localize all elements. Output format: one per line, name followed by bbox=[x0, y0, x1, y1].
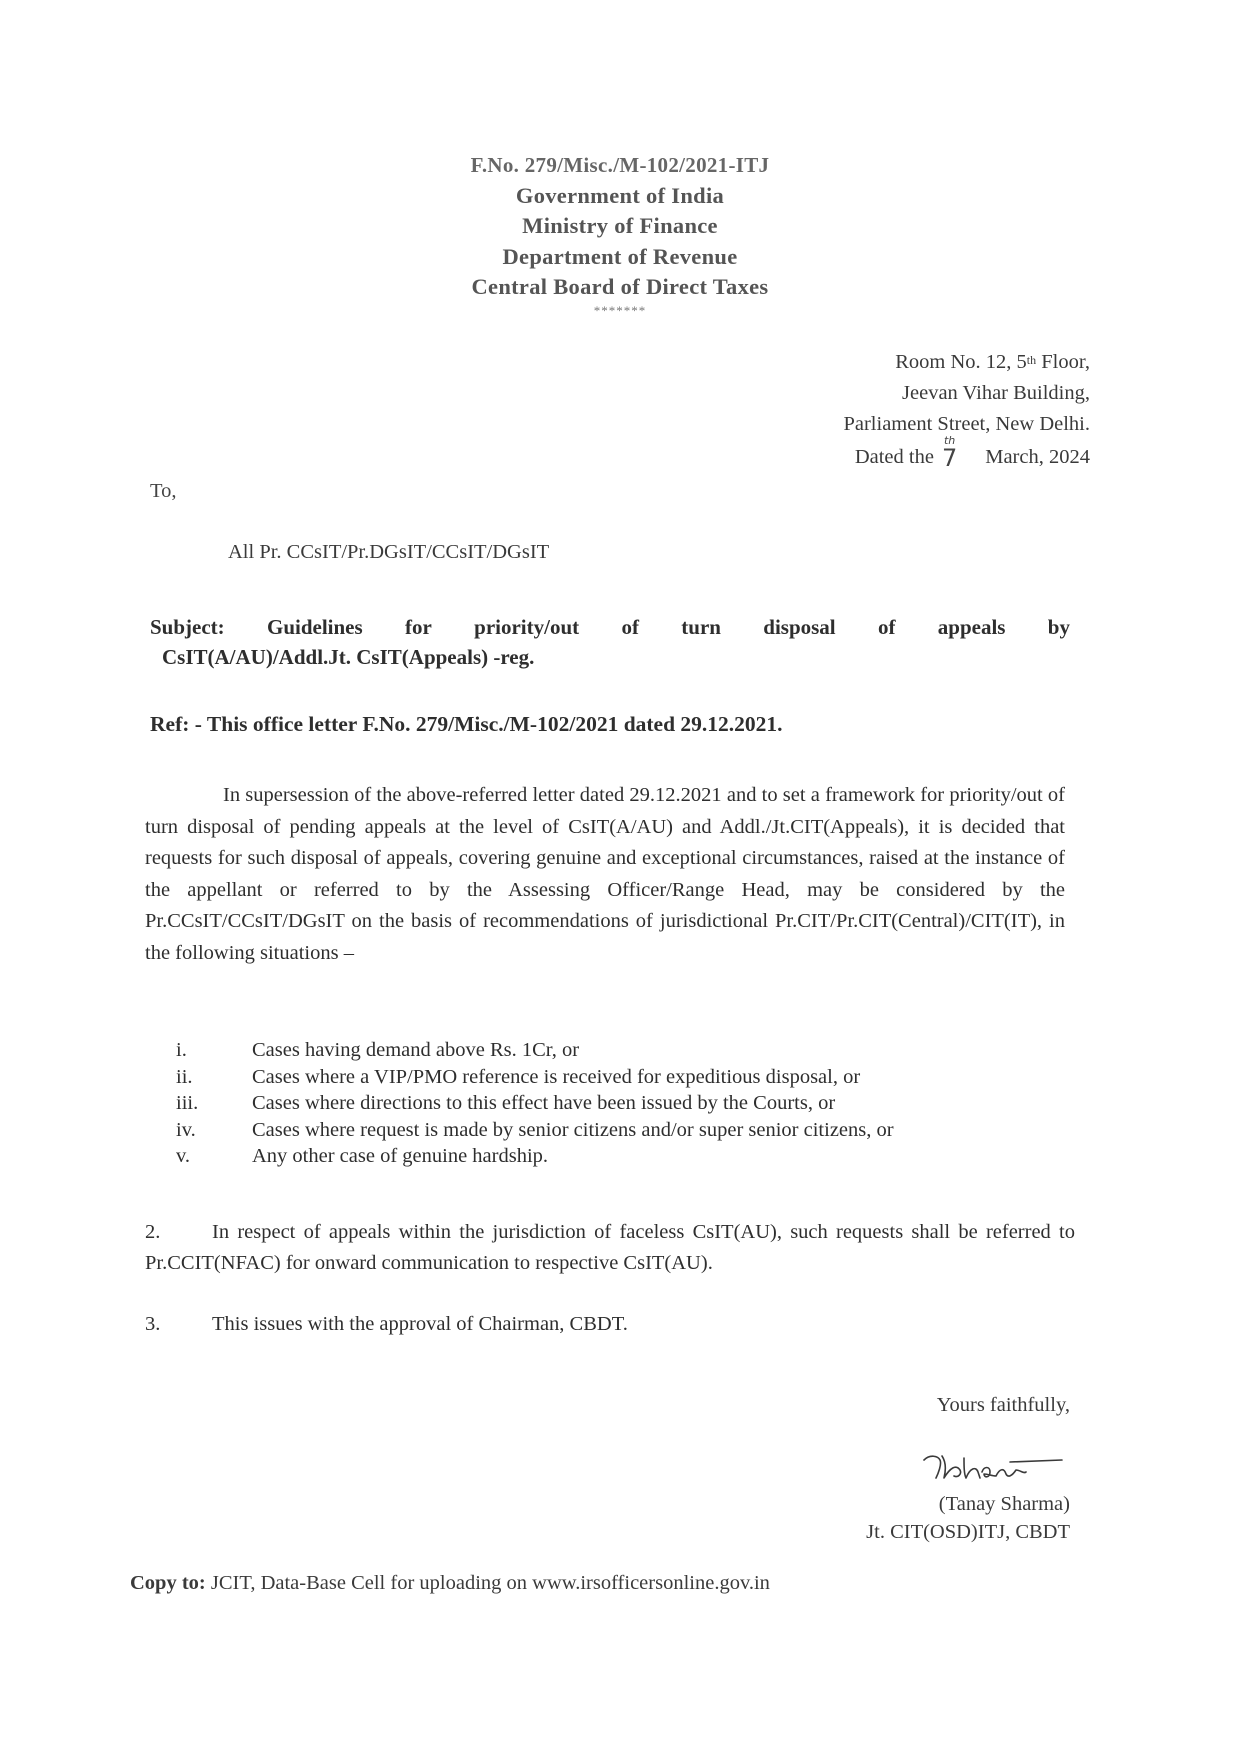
list-item-text: Cases where a VIP/PMO reference is received for expeditious disposal, or bbox=[252, 1065, 861, 1088]
subject-word: by bbox=[1047, 615, 1070, 639]
department-title: Department of Revenue bbox=[502, 243, 738, 269]
list-item bbox=[176, 1037, 1076, 1064]
paragraph-1 bbox=[145, 780, 1065, 969]
subject-word: turn bbox=[681, 615, 721, 639]
office-address bbox=[843, 347, 1090, 473]
copy-to-label: Copy to: bbox=[130, 1572, 206, 1594]
list-item-number: iv. bbox=[176, 1118, 196, 1141]
list-item-number: iii. bbox=[176, 1092, 199, 1114]
date-prefix: Dated the bbox=[854, 446, 934, 468]
subject-word: for bbox=[405, 615, 432, 639]
subject-word: of bbox=[621, 615, 639, 639]
paragraph-2 bbox=[145, 1217, 1075, 1279]
subject-line-1 bbox=[150, 612, 1070, 642]
list-item bbox=[176, 1143, 1076, 1170]
floor-superscript: th bbox=[1026, 353, 1037, 367]
subject-word: appeals bbox=[937, 615, 1006, 639]
date-line bbox=[843, 434, 1090, 473]
signature-icon bbox=[920, 1448, 1070, 1488]
list-item-number: ii. bbox=[176, 1065, 193, 1088]
paragraph-2-number: 2. bbox=[145, 1221, 161, 1243]
address-line-3: Parliament Street, New Delhi. bbox=[843, 413, 1090, 435]
recipients: All Pr. CCsIT/Pr.DGsIT/CCsIT/DGsIT bbox=[228, 541, 550, 563]
list-item-text: Cases where directions to this effect have been issued by the Courts, or bbox=[252, 1092, 836, 1114]
paragraph-3 bbox=[145, 1313, 628, 1336]
subject-word: of bbox=[877, 615, 896, 639]
handwritten-date bbox=[941, 434, 958, 474]
signatory-name: (Tanay Sharma) bbox=[938, 1493, 1070, 1515]
ministry-title: Ministry of Finance bbox=[522, 213, 718, 238]
copy-to-text: JCIT, Data-Base Cell for uploading on www.irsofficersonline.gov.in bbox=[205, 1572, 770, 1594]
address-floor: Floor, bbox=[1036, 351, 1090, 373]
paragraph-3-number: 3. bbox=[145, 1313, 161, 1335]
subject-word: priority/out bbox=[474, 615, 580, 639]
signatory-designation: Jt. CIT(OSD)ITJ, CBDT bbox=[866, 1521, 1070, 1543]
board-title: Central Board of Direct Taxes bbox=[471, 274, 769, 299]
address-line-1 bbox=[843, 347, 1090, 378]
subject bbox=[150, 612, 1070, 672]
subject-line-2: CsIT(A/AU)/Addl.Jt. CsIT(Appeals) -reg. bbox=[162, 645, 535, 669]
address-line-2: Jeevan Vihar Building, bbox=[902, 382, 1090, 404]
file-number: F.No. 279/Misc./M-102/2021-ITJ bbox=[470, 153, 770, 177]
letterhead bbox=[0, 150, 1240, 319]
government-title: Government of India bbox=[515, 182, 725, 208]
signatory bbox=[866, 1490, 1070, 1546]
reference: Ref: - This office letter F.No. 279/Misc./M-102/2021 dated 29.12.2021. bbox=[150, 712, 783, 736]
handwritten-date-day: 7 bbox=[941, 444, 958, 472]
paragraph-2-text: In respect of appeals within the jurisdiction of faceless CsIT(AU), such requests shall be referred to Pr.CCIT(NFAC) for onward communication to respective CsIT(AU). bbox=[145, 1221, 1075, 1274]
list-item-number: i. bbox=[176, 1039, 187, 1061]
paragraph-3-text: This issues with the approval of Chairman, CBDT. bbox=[212, 1313, 628, 1335]
list-item bbox=[176, 1064, 1076, 1091]
closing: Yours faithfully, bbox=[936, 1394, 1070, 1416]
date-month-year: March, 2024 bbox=[985, 446, 1090, 468]
list-item-text: Any other case of genuine hardship. bbox=[252, 1145, 549, 1167]
list-item bbox=[176, 1090, 1076, 1117]
separator: ******* bbox=[593, 302, 647, 318]
list-item-text: Cases having demand above Rs. 1Cr, or bbox=[252, 1039, 580, 1061]
list-item-number: v. bbox=[176, 1145, 191, 1167]
situations-list bbox=[176, 1037, 1076, 1170]
paragraph-1-text: In supersession of the above-referred letter dated 29.12.2021 and to set a framework for priority/out of turn disposal of pending appeals at the level of CsIT(A/AU) and Addl./Jt.CIT(Appeals), it is decided that requests for such disposal of appeals, covering genuine and exceptional circumstances, raised at the instance of the appellant or referred to by the Assessing Officer/Range Head, may be considered by the Pr.CCsIT/CCsIT/DGsIT on the basis of recommendations of jurisdictional Pr.CIT/Pr.CIT(Central)/CIT(IT), in the following situations – bbox=[145, 784, 1065, 964]
subject-word: Subject: bbox=[150, 615, 225, 639]
copy-to bbox=[130, 1572, 770, 1595]
list-item-text: Cases where request is made by senior citizens and/or super senior citizens, or bbox=[252, 1118, 894, 1141]
subject-word: Guidelines bbox=[266, 615, 363, 639]
to-label: To, bbox=[150, 480, 177, 502]
subject-word: disposal bbox=[763, 615, 836, 639]
handwritten-date-suffix: th bbox=[943, 434, 956, 447]
list-item bbox=[176, 1117, 1076, 1144]
address-room: Room No. 12, 5 bbox=[895, 351, 1027, 373]
